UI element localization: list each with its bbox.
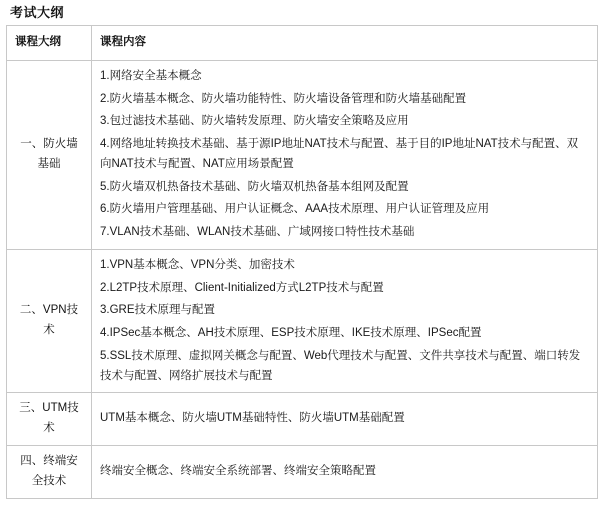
content-line: 3.GRE技术原理与配置 — [100, 304, 216, 317]
content-line: UTM基本概念、防火墙UTM基础特性、防火墙UTM基础配置 — [100, 412, 405, 425]
exam-outline-table — [6, 25, 598, 499]
row-category: 三、UTM技术 — [7, 393, 92, 446]
row-category: 一、防火墙基础 — [7, 60, 92, 249]
table-row — [7, 249, 598, 393]
content-line: 6.防火墙用户管理基础、用户认证概念、AAA技术原理、用户认证管理及应用 — [100, 203, 490, 216]
row-content — [92, 393, 598, 446]
content-line: 2.防火墙基本概念、防火墙功能特性、防火墙设备管理和防火墙基础配置 — [100, 92, 467, 105]
row-category: 四、终端安全技术 — [7, 446, 92, 499]
column-header-content: 课程内容 — [92, 26, 598, 61]
row-content — [92, 446, 598, 499]
content-line: 1.网络安全基本概念 — [100, 69, 202, 82]
content-line: 2.L2TP技术原理、Client-Initialized方式L2TP技术与配置 — [100, 281, 384, 294]
row-content — [92, 249, 598, 393]
content-line: 5.防火墙双机热备技术基础、防火墙双机热备基本组网及配置 — [100, 180, 409, 193]
content-line: 7.VLAN技术基础、WLAN技术基础、广域网接口特性技术基础 — [100, 226, 415, 239]
content-line: 4.网络地址转换技术基础、基于源IP地址NAT技术与配置、基于目的IP地址NAT技术与配置、双向NAT技术与配置、NAT应用场景配置 — [100, 138, 579, 170]
content-line: 5.SSL技术原理、虚拟网关概念与配置、Web代理技术与配置、文件共享技术与配置、端口转发技术与配置、网络扩展技术与配置 — [100, 349, 581, 382]
row-category: 二、VPN技术 — [7, 249, 92, 393]
content-line: 终端安全概念、终端安全系统部署、终端安全策略配置 — [100, 464, 376, 477]
row-content — [92, 60, 598, 249]
column-header-outline: 课程大纲 — [7, 26, 92, 61]
page-title: 考试大纲 — [10, 5, 65, 20]
table-row — [7, 446, 598, 499]
content-line: 4.IPSec基本概念、AH技术原理、ESP技术原理、IKE技术原理、IPSec配置 — [100, 327, 482, 340]
content-line: 1.VPN基本概念、VPN分类、加密技术 — [100, 258, 295, 271]
content-line: 3.包过滤技术基础、防火墙转发原理、防火墙安全策略及应用 — [100, 115, 409, 128]
table-row — [7, 60, 598, 249]
table-row — [7, 393, 598, 446]
table-header-row — [7, 26, 598, 61]
